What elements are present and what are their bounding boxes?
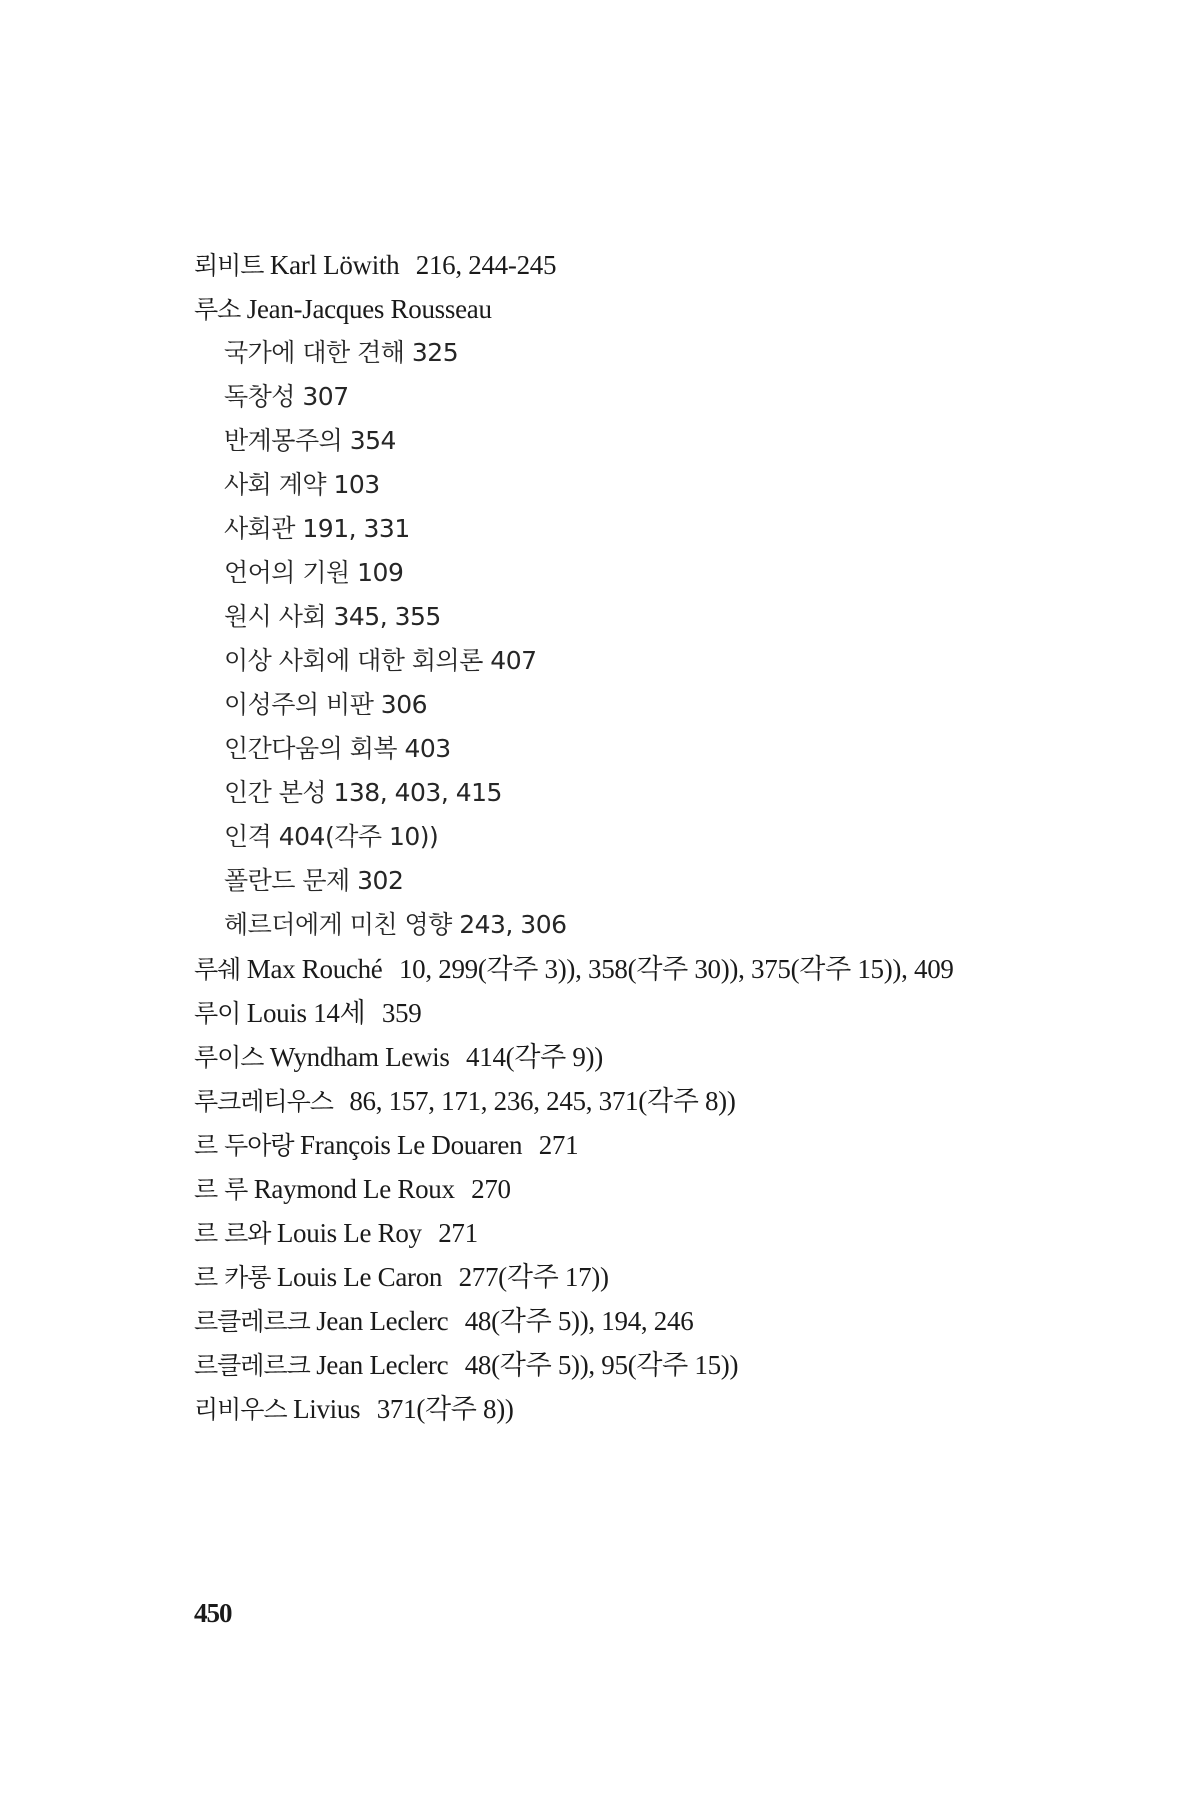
index-entry-le-roy	[194, 1211, 1094, 1255]
index-subentry: 국가에 대한 견해 325	[224, 338, 459, 367]
entry-headword: 르 루	[194, 1175, 248, 1204]
index-subentry: 사회관 191, 331	[224, 514, 410, 543]
index-entry-lewis	[194, 1035, 1094, 1079]
index-subentry: 이성주의 비판 306	[224, 690, 428, 719]
index-entry-lowith	[194, 243, 1094, 287]
index-subentry: 원시 사회 345, 355	[224, 602, 441, 631]
entry-name: Jean Leclerc	[316, 1306, 449, 1336]
page-number: 450	[194, 1598, 232, 1628]
entry-pages: 414(각주 9))	[466, 1042, 603, 1072]
index-entry-leclerc-1	[194, 1299, 1094, 1343]
entry-headword: 르클레르크	[194, 1351, 310, 1380]
index-subentry: 인간 본성 138, 403, 415	[224, 778, 502, 807]
entry-headword: 뢰비트	[194, 251, 264, 280]
entry-headword: 루쉐	[194, 955, 241, 984]
entry-name: Wyndham Lewis	[269, 1042, 450, 1072]
index-subentry: 인간다움의 회복 403	[224, 734, 451, 763]
entry-name: Jean Leclerc	[316, 1350, 449, 1380]
entry-pages: 10, 299(각주 3)), 358(각주 30)), 375(각주 15)), 409	[398, 954, 954, 984]
index-subentry: 이상 사회에 대한 회의론 407	[224, 646, 537, 675]
index-entry-le-caron	[194, 1255, 1094, 1299]
index-entry-leclerc-2	[194, 1343, 1094, 1387]
index-entry-livius	[194, 1387, 1094, 1431]
entry-name: Louis Le Caron	[276, 1262, 443, 1292]
entry-pages: 48(각주 5)), 95(각주 15))	[464, 1350, 739, 1380]
index-entry-le-roux	[194, 1167, 1094, 1211]
entry-name: Raymond Le Roux	[253, 1174, 455, 1204]
entry-name: Max Rouché	[246, 954, 383, 984]
index-entry-louis-xiv	[194, 991, 1094, 1035]
index-subentry: 폴란드 문제 302	[224, 866, 404, 895]
entry-pages: 277(각주 17))	[458, 1262, 609, 1292]
index-entry-rousseau	[194, 287, 1094, 331]
entry-pages: 216, 244-245	[415, 250, 557, 280]
entry-name: Karl Löwith	[269, 250, 400, 280]
index-entry-lucretius	[194, 1079, 1094, 1123]
index-subentry: 언어의 기원 109	[224, 558, 404, 587]
entry-pages: 271	[538, 1130, 579, 1160]
index-entry-le-douaren	[194, 1123, 1094, 1167]
entry-pages: 86, 157, 171, 236, 245, 371(각주 8))	[349, 1086, 736, 1116]
entry-headword: 리비우스	[194, 1395, 287, 1424]
entry-pages: 371(각주 8))	[376, 1394, 514, 1424]
index-entries	[194, 243, 1094, 1431]
index-subentry: 반계몽주의 354	[224, 426, 396, 455]
entry-headword: 르 두아랑	[194, 1131, 294, 1160]
index-subentry: 인격 404(각주 10))	[224, 822, 439, 851]
index-subentry: 헤르더에게 미친 영향 243, 306	[224, 910, 567, 939]
index-subentry: 독창성 307	[224, 382, 349, 411]
entry-name: Louis 14세	[246, 998, 366, 1028]
entry-name: Louis Le Roy	[276, 1218, 422, 1248]
entry-headword: 르클레르크	[194, 1307, 310, 1336]
entry-pages: 271	[438, 1218, 478, 1248]
entry-headword: 르 카롱	[194, 1263, 271, 1292]
entry-pages: 270	[471, 1174, 511, 1204]
entry-headword: 르 르와	[194, 1219, 271, 1248]
entry-headword: 루소	[194, 295, 241, 324]
entry-pages: 359	[381, 998, 422, 1028]
entry-name: Jean-Jacques Rousseau	[246, 294, 492, 324]
entry-headword: 루이	[194, 999, 241, 1028]
index-entry-rouche	[194, 947, 1094, 991]
entry-name: François Le Douaren	[300, 1130, 523, 1160]
entry-headword: 루크레티우스	[194, 1087, 333, 1116]
entry-name: Livius	[293, 1394, 361, 1424]
entry-pages: 48(각주 5)), 194, 246	[464, 1306, 694, 1336]
index-subentry: 사회 계약 103	[224, 470, 380, 499]
entry-headword: 루이스	[194, 1043, 264, 1072]
